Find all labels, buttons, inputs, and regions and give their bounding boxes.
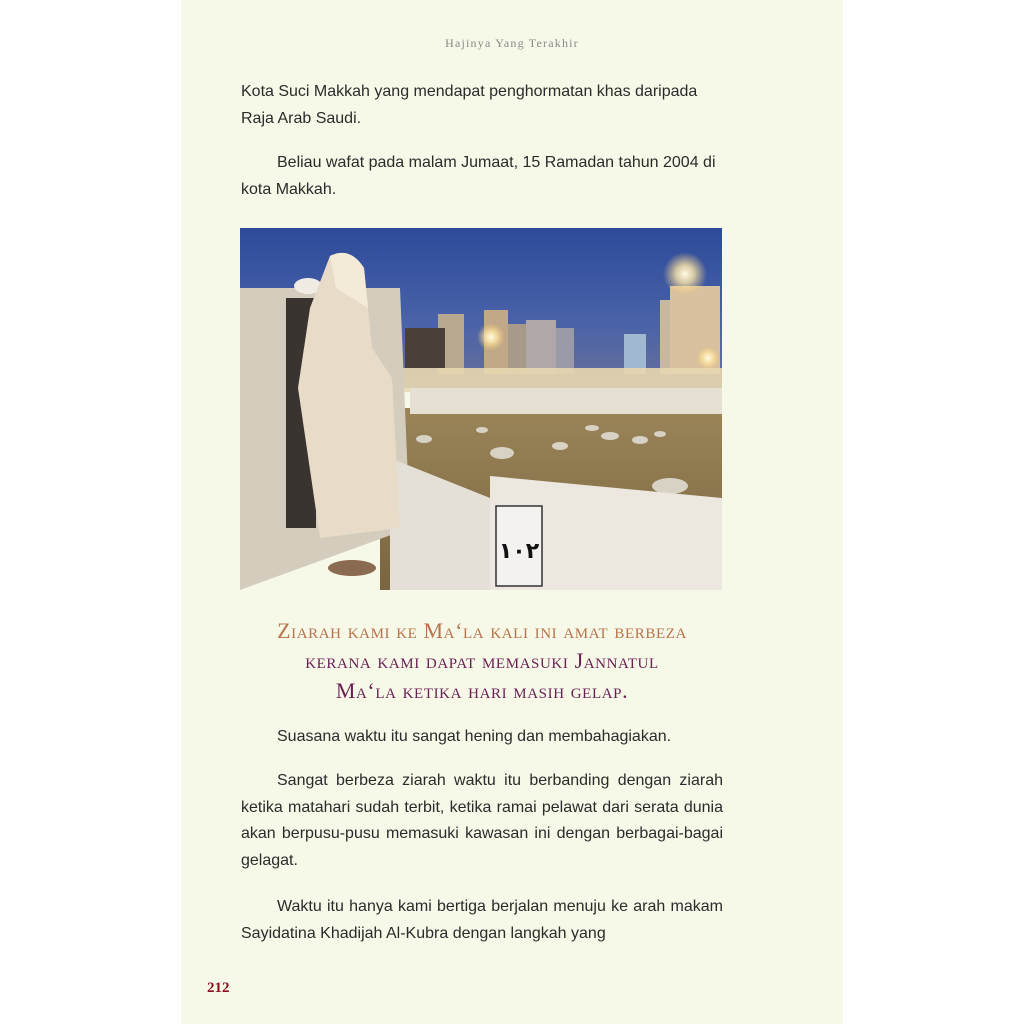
pullquote xyxy=(231,616,733,706)
paragraph-death-date: Beliau wafat pada malam Jumaat, 15 Ramadan tahun 2004 di kota Makkah. xyxy=(241,154,716,198)
book-page xyxy=(181,0,843,1024)
paragraph-walk: Waktu itu hanya kami bertiga berjalan menuju ke arah makam Sayidatina Khadijah Al-Kubra dengan langkah yang xyxy=(241,898,723,942)
grave-number: ١٠٢ xyxy=(498,539,540,564)
street-light xyxy=(663,252,707,296)
paragraph-continuation: Kota Suci Makkah yang mendapat penghormatan khas daripada Raja Arab Saudi. xyxy=(241,83,698,127)
running-head: Hajinya Yang Terakhir xyxy=(445,36,579,50)
cemetery-photo xyxy=(240,228,722,590)
paragraph-comparison: Sangat berbeza ziarah waktu itu berbanding dengan ziarah ketika matahari sudah terbit, ketika ramai pelawat dari serata dunia akan berpusu-pusu memasuki kawasan ini dengan berbagai-bagai gelagat. xyxy=(241,772,723,869)
pullquote-line-1: Ziarah kami ke Ma‘la kali ini amat berbeza xyxy=(277,618,687,643)
pullquote-line-3: Ma‘la ketika hari masih gelap. xyxy=(335,678,629,703)
paragraph-atmosphere: Suasana waktu itu sangat hening dan membahagiakan. xyxy=(277,728,672,745)
page-number: 212 xyxy=(207,980,230,996)
pullquote-line-2: kerana kami dapat memasuki Jannatul xyxy=(305,648,659,673)
